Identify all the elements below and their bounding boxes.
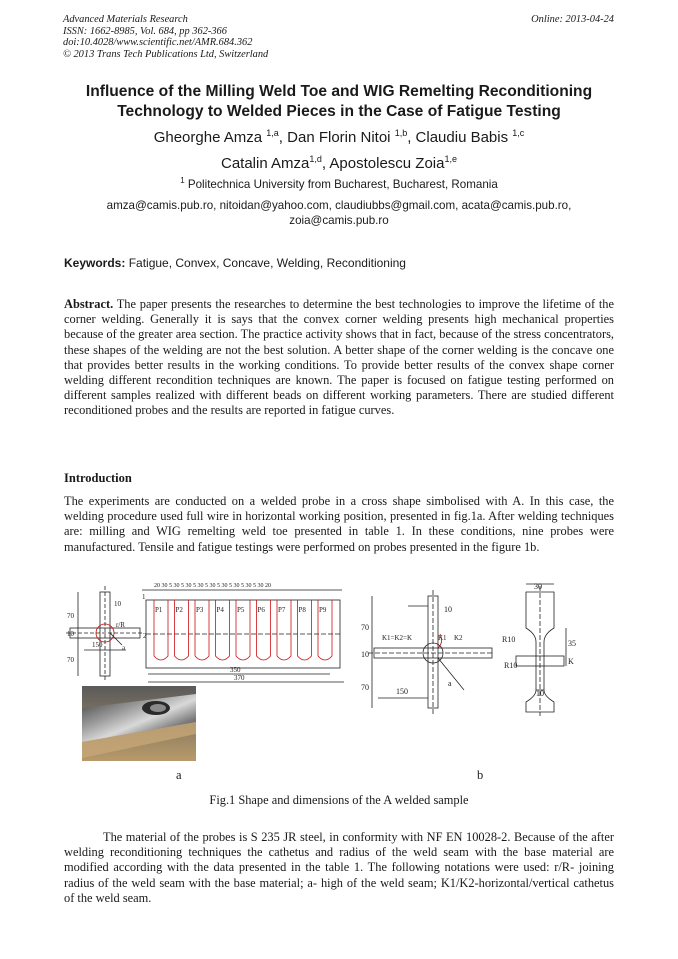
affiliation-text: Politechnica University from Bucharest, Bucharest, Romania [184,177,498,191]
figure-caption: Fig.1 Shape and dimensions of the A welded sample [209,793,469,807]
emails-line-2: zoia@camis.pub.ro [289,213,389,227]
label-r10-top: R10 [502,635,516,644]
probe-label: P3 [196,606,204,614]
journal-copyright: © 2013 Trans Tech Publications Ltd, Switzerland [63,48,269,60]
keywords-label: Keywords: [64,256,126,270]
abstract [64,297,614,419]
figure-1a-drawing [64,578,346,686]
figure-panel-b: b [477,768,484,782]
probe-label: P8 [298,606,306,614]
emails-line-1: amza@camis.pub.ro, nitoidan@yahoo.com, claudiubbs@gmail.com, acata@camis.pub.ro, [106,199,572,212]
author-sep: , [321,155,330,172]
marker-2: 2 [143,632,147,640]
dim-10: 10 [536,689,544,698]
probe-label: P9 [319,606,327,614]
abstract-label: Abstract. [64,297,114,311]
author-name: Catalin Amza [221,155,310,172]
marker-1: 1 [142,593,146,601]
probe-label: P6 [257,606,265,614]
dim-10: 10 [67,630,74,638]
dim-10-weld: 10 [114,600,121,608]
label-k2: K2 [454,634,463,642]
affiliation [40,176,638,191]
probe-label: P5 [237,606,245,614]
author-sup: 1,b [394,128,408,138]
dim-70-top: 70 [67,612,74,620]
dim-35: 35 [568,639,576,648]
title-line-2: Technology to Welded Pieces in the Case of Fatigue Testing [117,103,561,120]
keywords [64,256,406,270]
online-date: Online: 2013-04-24 [531,14,614,25]
section-heading-introduction: Introduction [64,471,132,485]
label-k1: K1 [438,634,447,642]
paper-title [40,82,638,122]
authors-line-1 [40,123,638,148]
author-sup: 1,c [512,128,525,138]
author-sep: , [407,129,416,146]
author-name: Claudiu Babis [415,129,513,146]
dim-10: 10 [361,650,369,659]
label-rR: r/R [116,621,125,629]
author-sup: 1,d [309,154,322,164]
journal-issn: ISSN: 1662-8985, Vol. 684, pp 362-366 [63,25,227,37]
label-k: K [568,657,574,666]
dim-30: 30 [534,582,542,591]
dim-70-bottom: 70 [361,683,369,692]
author-name: Dan Florin Nitoi [287,129,395,146]
figure-panel-a: a [176,768,182,782]
journal-name: Advanced Materials Research [63,14,188,25]
dim-350: 350 [230,666,241,674]
label-k1-k2-k: K1=K2=K [382,634,413,642]
dim-70-bottom: 70 [67,656,74,664]
figure-1a-photo [82,686,196,761]
label-r10-bottom: R10 [504,661,518,670]
journal-doi: doi:10.4028/www.scientific.net/AMR.684.362 [63,37,253,49]
probe-group [154,600,332,660]
title-line-1: Influence of the Milling Weld Toe and WIG Remelting Reconditioning [85,83,593,100]
probe-label: P4 [216,606,224,614]
material-paragraph: The material of the probes is S 235 JR steel, in conformity with NF EN 10028-2. Because of the after welding reconditioning techniques the cathetus and radius of the weld seam with the base material are modified according with the data presented in the table 1. The following notations were used: r/R- joining radius of the weld seam with the base material; a- high of the weld seam; K1/K2-horizontal/vertical cathetus of the weld seam. [64,830,614,905]
author-emails [60,199,618,228]
dim-150: 150 [396,687,408,696]
dim-150: 150 [92,641,103,649]
dim-70-top: 70 [361,623,369,632]
dim-top-spacing: 20 30 5 30 5 30 5 30 5 30 5 30 5 30 5 30 5 30 20 [154,583,271,589]
journal-header [63,14,268,60]
keywords-text: Fatigue, Convex, Concave, Welding, Reconditioning [125,256,406,270]
author-sup: 1,e [444,154,457,164]
figure-1b-specimen [496,580,586,716]
abstract-text: The paper presents the researches to determine the best technologies to improve the lifetime of the corner welding. Generally it is says that the convex corner welding presents high mechanical properties because of the greater area section. The practice activity shows that in fact, because of the stress concentrators, these shapes of the welding are not the best solution. A better shape of the corner welding is the concave one that provides better results in the working conditions. To provide better results of the convex shape corner welding different recondition techniques are known. The paper is focused on fatigue testing performed on different samples realized with different beads on different working parameters. There are studied different reconditioned probes and the results are reported in fatigue curves. [64,297,614,418]
authors-line-2 [40,149,638,174]
label-a: a [448,679,452,688]
probe-label: P7 [278,606,286,614]
label-a: a [122,644,126,652]
dim-370: 370 [234,674,245,682]
author-sep: , [278,129,288,146]
introduction-text: The experiments are conducted on a welded probe in a cross shape simbolised with A. In this case, the welding procedure used full wire in horizontal working position, presented in fig.1a. After welding techniques are: milling and WIG remelting weld toe presented in table 1. In these conditions, nine probes were manufactured. Tensile and fatigue testings were performed on probes presented in the figure 1b. [64,494,614,554]
author-sup: 1,a [266,128,279,138]
dim-10-weld: 10 [444,605,452,614]
author-name: Apostolescu Zoia [329,155,445,172]
affiliation-sup: 1 [180,176,185,185]
probe-label: P2 [175,606,183,614]
figure-1b-cross [352,590,494,714]
author-name: Gheorghe Amza [153,129,267,146]
probe-label: P1 [155,606,163,614]
